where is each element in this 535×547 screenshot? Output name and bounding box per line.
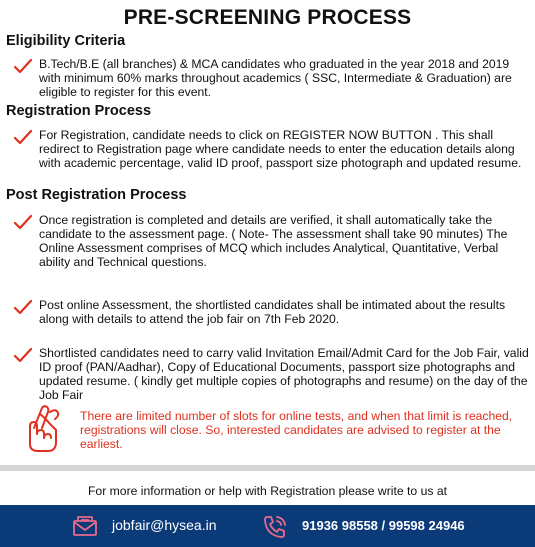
check-icon [14, 300, 32, 316]
check-icon [14, 348, 32, 364]
item-text: Shortlisted candidates need to carry valid Invitation Email/Admit Card for the Job Fair, valid ID proof (PAN/Aadhar), Copy of Educational Documents, passport size photographs and updated resume. ( kindly get multiple copies of photographs and resume) on the day of the Job Fair [39, 346, 529, 402]
list-item [14, 298, 529, 328]
mail-icon [72, 515, 98, 537]
divider [0, 465, 535, 471]
fingers-crossed-icon [20, 404, 66, 454]
check-icon [14, 130, 32, 146]
check-icon [14, 59, 32, 75]
list-item [14, 57, 529, 101]
check-icon [14, 215, 32, 231]
item-text: For Registration, candidate needs to click on REGISTER NOW BUTTON . This shall redirect to Registration page where candidate needs to enter the education details along with academic percentage, valid ID proof, passport size photograph and updated resume. [39, 128, 522, 170]
contact-footer [0, 505, 535, 547]
contact-email[interactable]: jobfair@hysea.in [112, 517, 217, 533]
contact-info-text: For more information or help with Registration please write to us at [87, 484, 447, 498]
item-text: Post online Assessment, the shortlisted candidates shall be intimated about the results along with details to attend the job fair on 7th Feb 2020. [39, 298, 506, 326]
limited-slots-note: There are limited number of slots for online tests, and when that limit is reached, registrations will close. So, interested candidates are advised to register at the earliest. [80, 409, 513, 451]
list-item [14, 128, 529, 186]
page-title: PRE-SCREENING PROCESS [123, 6, 412, 29]
section-registration-heading: Registration Process [6, 103, 152, 119]
phone-icon [262, 514, 288, 540]
contact-phone[interactable]: 91936 98558 / 99598 24946 [302, 518, 465, 533]
list-item [14, 213, 529, 271]
section-post-registration-heading: Post Registration Process [6, 187, 187, 203]
section-eligibility-heading: Eligibility Criteria [6, 33, 126, 49]
list-item [14, 346, 529, 404]
item-text: B.Tech/B.E (all branches) & MCA candidates who graduated in the year 2018 and 2019 with minimum 60% marks throughout academics ( SSC, Intermediate & Graduation) are eligible to register for this event. [39, 57, 512, 99]
item-text: Once registration is completed and details are verified, it shall automatically take the candidate to the assessment page. ( Note- The assessment shall take 90 minutes) The Online Assessment comprises of MCQ which includes Analytical, Quantitative, Verbal ability and Technical questions. [39, 213, 508, 269]
